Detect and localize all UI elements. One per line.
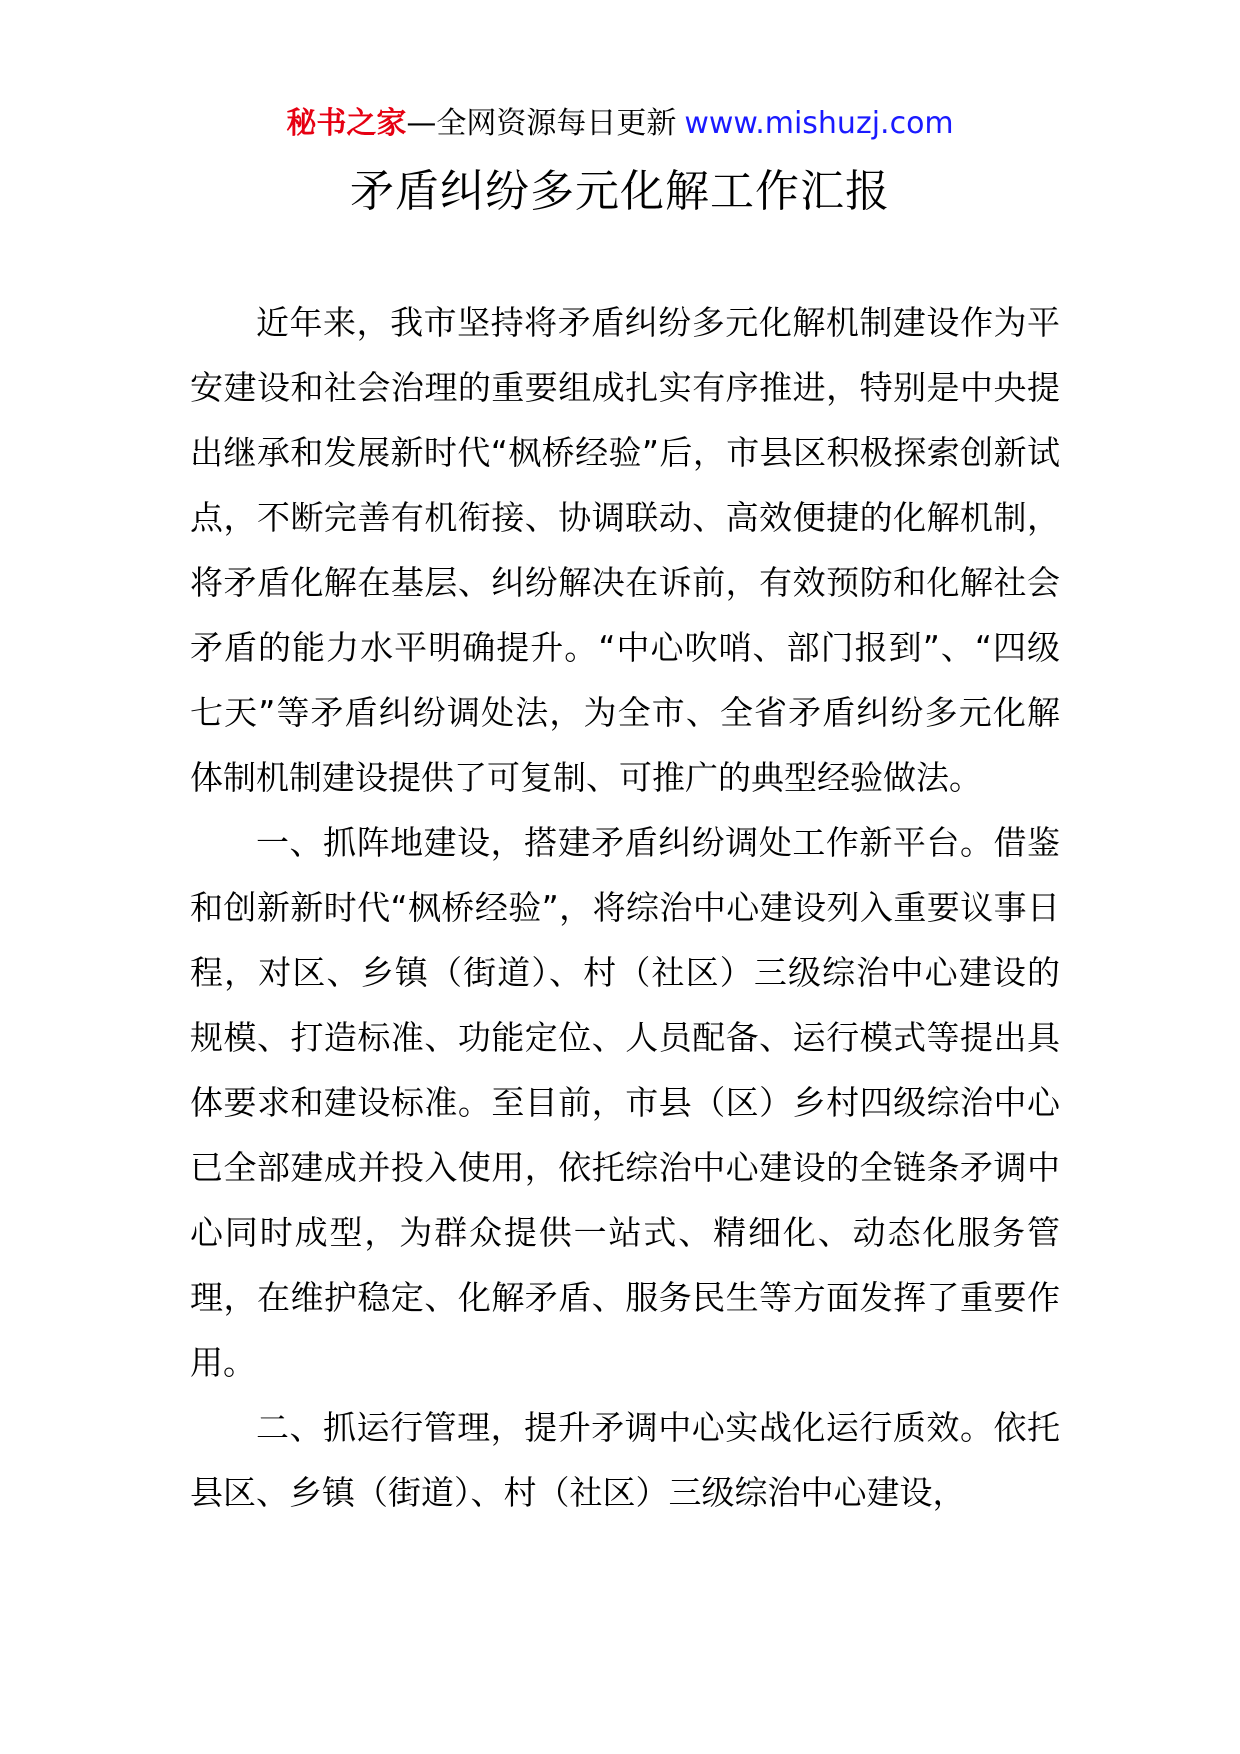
header-tagline: —全网资源每日更新	[406, 106, 677, 141]
site-header	[0, 104, 1240, 144]
paragraph-intro: 近年来，我市坚持将矛盾纠纷多元化解机制建设作为平安建设和社会治理的重要组成扎实有序推进，特别是中央提出继承和发展新时代“枫桥经验”后，市县区积极探索创新试点，不断完善有机衔接、协调联动、高效便捷的化解机制，将矛盾化解在基层、纠纷解决在诉前，有效预防和化解社会矛盾的能力水平明确提升。“中心吹哨、部门报到”、“四级七天”等矛盾纠纷调处法，为全市、全省矛盾纠纷多元化解体制机制建设提供了可复制、可推广的典型经验做法。	[190, 303, 1060, 797]
site-url-link[interactable]: www.mishuzj.com	[684, 106, 954, 141]
document-title: 矛盾纠纷多元化解工作汇报	[350, 166, 890, 217]
document-body	[190, 290, 1060, 1525]
brand-name: 秘书之家	[286, 106, 407, 141]
paragraph-section-2: 二、抓运行管理，提升矛调中心实战化运行质效。依托县区、乡镇（街道）、村（社区）三级综治中心建设，	[190, 1408, 1060, 1512]
paragraph-section-1: 一、抓阵地建设，搭建矛盾纠纷调处工作新平台。借鉴和创新新时代“枫桥经验”，将综治中心建设列入重要议事日程，对区、乡镇（街道）、村（社区）三级综治中心建设的规模、打造标准、功能定位、人员配备、运行模式等提出具体要求和建设标准。至目前，市县（区）乡村四级综治中心已全部建成并投入使用，依托综治中心建设的全链条矛调中心同时成型，为群众提供一站式、精细化、动态化服务管理，在维护稳定、化解矛盾、服务民生等方面发挥了重要作用。	[190, 823, 1060, 1382]
